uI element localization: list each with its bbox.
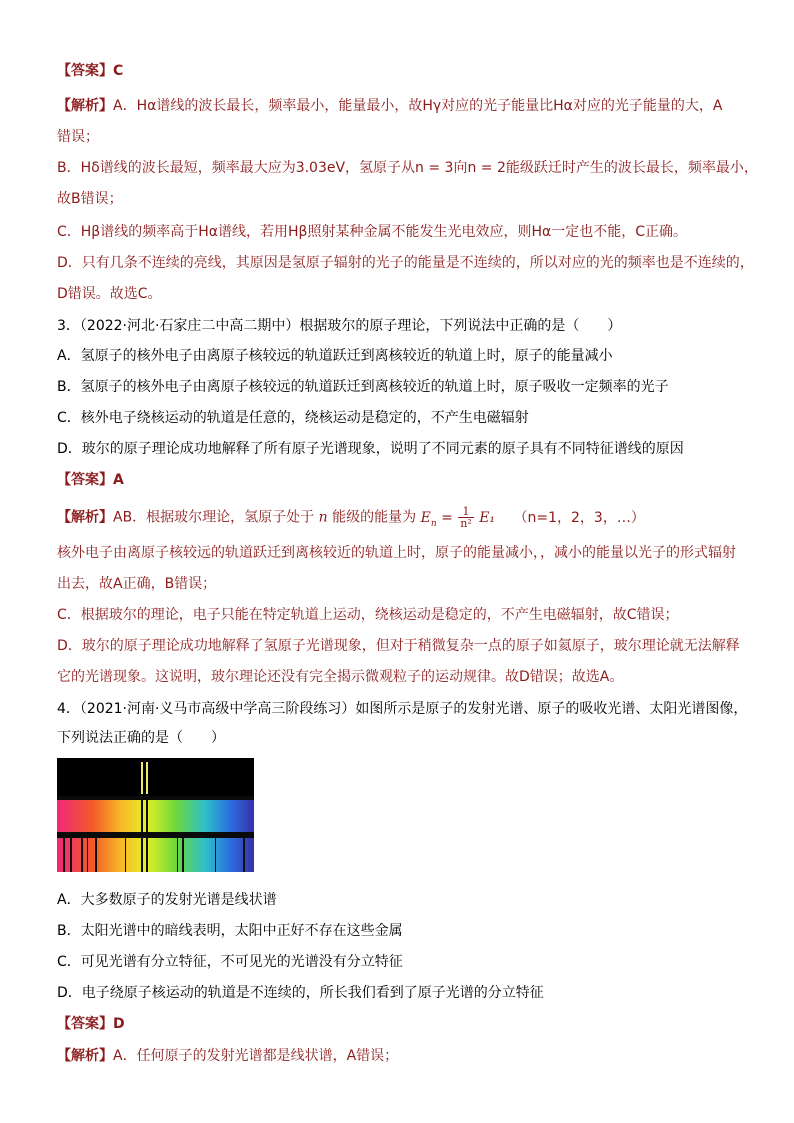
absorption-spectrum [57,800,254,832]
solar-dark-line [177,838,178,872]
q3-stem: 3．（2022·河北·石家庄二中高二期中）根据玻尔的原子理论，下列说法中正确的是（ ） [57,318,622,334]
solar-dark-line [125,838,126,872]
q4-stem-cont: 下列说法正确的是（ ） [57,730,225,746]
fraction-numerator: 1 [458,506,474,518]
q2-explanation-a [57,96,747,116]
q2-explanation-a-cont: 错误； [57,129,99,145]
explanation-label: 【解析】 [57,509,113,526]
q4-option-d: D．电子绕原子核运动的轨道是不连续的，所长我们看到了原子光谱的分立特征 [57,985,544,1001]
q3-option-d: D．玻尔的原子理论成功地解释了所有原子光谱现象，说明了不同元素的原子具有不同特征谱线的原因 [57,441,684,457]
q2-explanation-d: D．只有几条不连续的亮线，其原因是氢原子辐射的光子的能量是不连续的，所以对应的光的频率也是不连续的， [57,255,754,271]
solar-dark-line [141,838,143,872]
formula-rhs: E₁ [479,509,496,526]
solar-dark-line [182,838,184,872]
absorption-line [146,800,148,832]
q2-explanation-d-cont: D错误。故选C。 [57,286,162,302]
q2-explanation-b: B．Hδ谱线的波长最短，频率最大应为3.03eV，氢原子从n = 3向n = 2能级跃迁时产生的波长最长，频率最小， [57,160,758,176]
solar-spectrum [57,838,254,872]
q2-explanation-a-text: A．Hα谱线的波长最长，频率最小，能量最小，故Hγ对应的光子能量比Hα对应的光子能量的大，A [113,98,723,114]
absorption-line [141,800,143,832]
q3-explanation-ab-cont2: 出去，故A正确，B错误； [57,576,217,592]
emission-line [141,762,143,794]
q3-n-range: （n=1，2，3，…） [513,509,645,526]
spectrum-figure [57,758,254,872]
solar-dark-line [63,838,65,872]
emission-spectrum [57,758,254,796]
q3-option-a: A．氢原子的核外电子由离原子核较远的轨道跃迁到离核较近的轨道上时，原子的能量减小 [57,348,613,364]
formula-equals: = [441,509,453,526]
q3-explanation-ab-mid: 能级的能量为 [332,509,417,526]
q3-n-symbol: n [318,509,328,526]
energy-formula [420,505,500,530]
q4-explanation-a [57,1046,747,1066]
solar-dark-line [87,838,88,872]
q4-answer: 【答案】D [57,1016,125,1032]
q3-explanation-d: D．玻尔的原子理论成功地解释了氢原子光谱现象，但对于稍微复杂一点的原子如氦原子，玻尔理论就无法解释 [57,638,740,654]
solar-dark-line [70,838,72,872]
q4-option-c: C．可见光谱有分立特征，不可见光的光谱没有分立特征 [57,954,403,970]
formula-fraction [458,506,474,529]
solar-dark-line [95,838,97,872]
q4-option-b: B．太阳光谱中的暗线表明，太阳中正好不存在这些金属 [57,923,403,939]
solar-dark-line [146,838,148,872]
q4-option-a: A．大多数原子的发射光谱是线状谱 [57,892,277,908]
q4-stem: 4．（2021·河南·义马市高级中学高三阶段练习）如图所示是原子的发射光谱、原子的吸收光谱、太阳光谱图像， [57,701,748,717]
q3-explanation-ab [57,506,747,533]
solar-dark-line [215,838,216,872]
q2-explanation-c: C．Hβ谱线的频率高于Hα谱线，若用Hβ照射某种金属不能发生光电效应，则Hα一定也不能，C正确。 [57,224,687,240]
fraction-denominator: n² [460,517,472,530]
explanation-label: 【解析】 [57,98,113,114]
q4-explanation-a-text: A．任何原子的发射光谱都是线状谱，A错误； [113,1048,399,1064]
formula-lhs-sub: n [430,518,437,529]
solar-dark-line [243,838,245,872]
explanation-label: 【解析】 [57,1048,113,1064]
emission-line [146,762,148,794]
solar-dark-line [81,838,83,872]
q3-explanation-c: C．根据玻尔的理论，电子只能在特定轨道上运动，绕核运动是稳定的，不产生电磁辐射，故C错误； [57,607,679,623]
q3-explanation-ab-cont: 核外电子由离原子核较远的轨道跃迁到离核较近的轨道上时，原子的能量减小，，减小的能量以光子的形式辐射 [57,545,736,561]
q3-explanation-d-cont: 它的光谱现象。这说明，玻尔理论还没有完全揭示微观粒子的运动规律。故D错误；故选A。 [57,669,624,685]
q2-answer: 【答案】C [57,63,124,79]
q3-option-b: B．氢原子的核外电子由离原子核较远的轨道跃迁到离核较近的轨道上时，原子吸收一定频率的光子 [57,379,669,395]
q3-option-c: C．核外电子绕核运动的轨道是任意的，绕核运动是稳定的，不产生电磁辐射 [57,410,529,426]
q3-explanation-ab-pre: AB．根据玻尔理论，氢原子处于 [113,509,315,526]
formula-lhs: E [420,509,431,526]
q3-answer: 【答案】A [57,472,124,488]
q2-explanation-b-cont: 故B错误； [57,191,123,207]
